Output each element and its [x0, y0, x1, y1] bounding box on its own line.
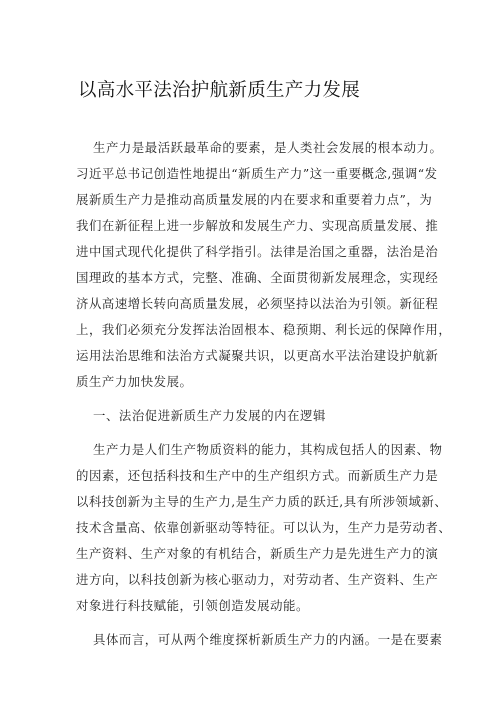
text-line: 济从高速增长转向高质量发展，必须坚持以法治为引领。新征程 — [76, 296, 439, 311]
text-line: 具体而言，可从两个维度探析新质生产力的内涵。一是在要素 — [93, 632, 443, 647]
text-line: 的因素，还包括科技和生产中的生产组织方式。而新质生产力是 — [76, 468, 439, 483]
text-line: 生产力是人们生产物质资料的能力，其构成包括人的因素、物 — [93, 442, 443, 457]
text-line: 进中国式现代化提供了科学指引。法律是治国之重器，法治是治 — [76, 244, 439, 259]
section-heading: 一、法治促进新质生产力发展的内在逻辑 — [93, 408, 326, 423]
text-line: 进方向，以科技创新为核心驱动力，对劳动者、生产资料、生产 — [76, 572, 439, 587]
text-line: 以科技创新为主导的生产力,是生产力质的跃迁,具有所涉领域新、 — [76, 494, 448, 509]
text-line: 我们在新征程上进一步解放和发展生产力、实现高质量发展、推 — [76, 218, 439, 233]
text-line: 展新质生产力是推动高质量发展的内在要求和重要着力点”，为 — [76, 192, 433, 207]
text-line: 上，我们必须充分发挥法治固根本、稳预期、利长远的保障作用， — [76, 322, 452, 337]
text-line: 质生产力加快发展。 — [76, 374, 193, 389]
text-line: 国理政的基本方式，完整、准确、全面贯彻新发展理念，实现经 — [76, 270, 439, 285]
document-title: 以高水平法治护航新质生产力发展 — [78, 80, 361, 101]
text-line: 生产资料、生产对象的有机结合，新质生产力是先进生产力的演 — [76, 546, 439, 561]
text-line: 运用法治思维和法治方式凝聚共识，以更高水平法治建设护航新 — [76, 348, 439, 363]
text-line: 对象进行科技赋能，引领创造发展动能。 — [76, 598, 309, 613]
text-line: 习近平总书记创造性地提出“新质生产力”这一重要概念,强调“发 — [76, 166, 438, 181]
text-line: 技术含量高、依靠创新驱动等特征。可以认为，生产力是劳动者、 — [76, 520, 452, 535]
text-line: 生产力是最活跃最革命的要素，是人类社会发展的根本动力。 — [93, 140, 443, 155]
